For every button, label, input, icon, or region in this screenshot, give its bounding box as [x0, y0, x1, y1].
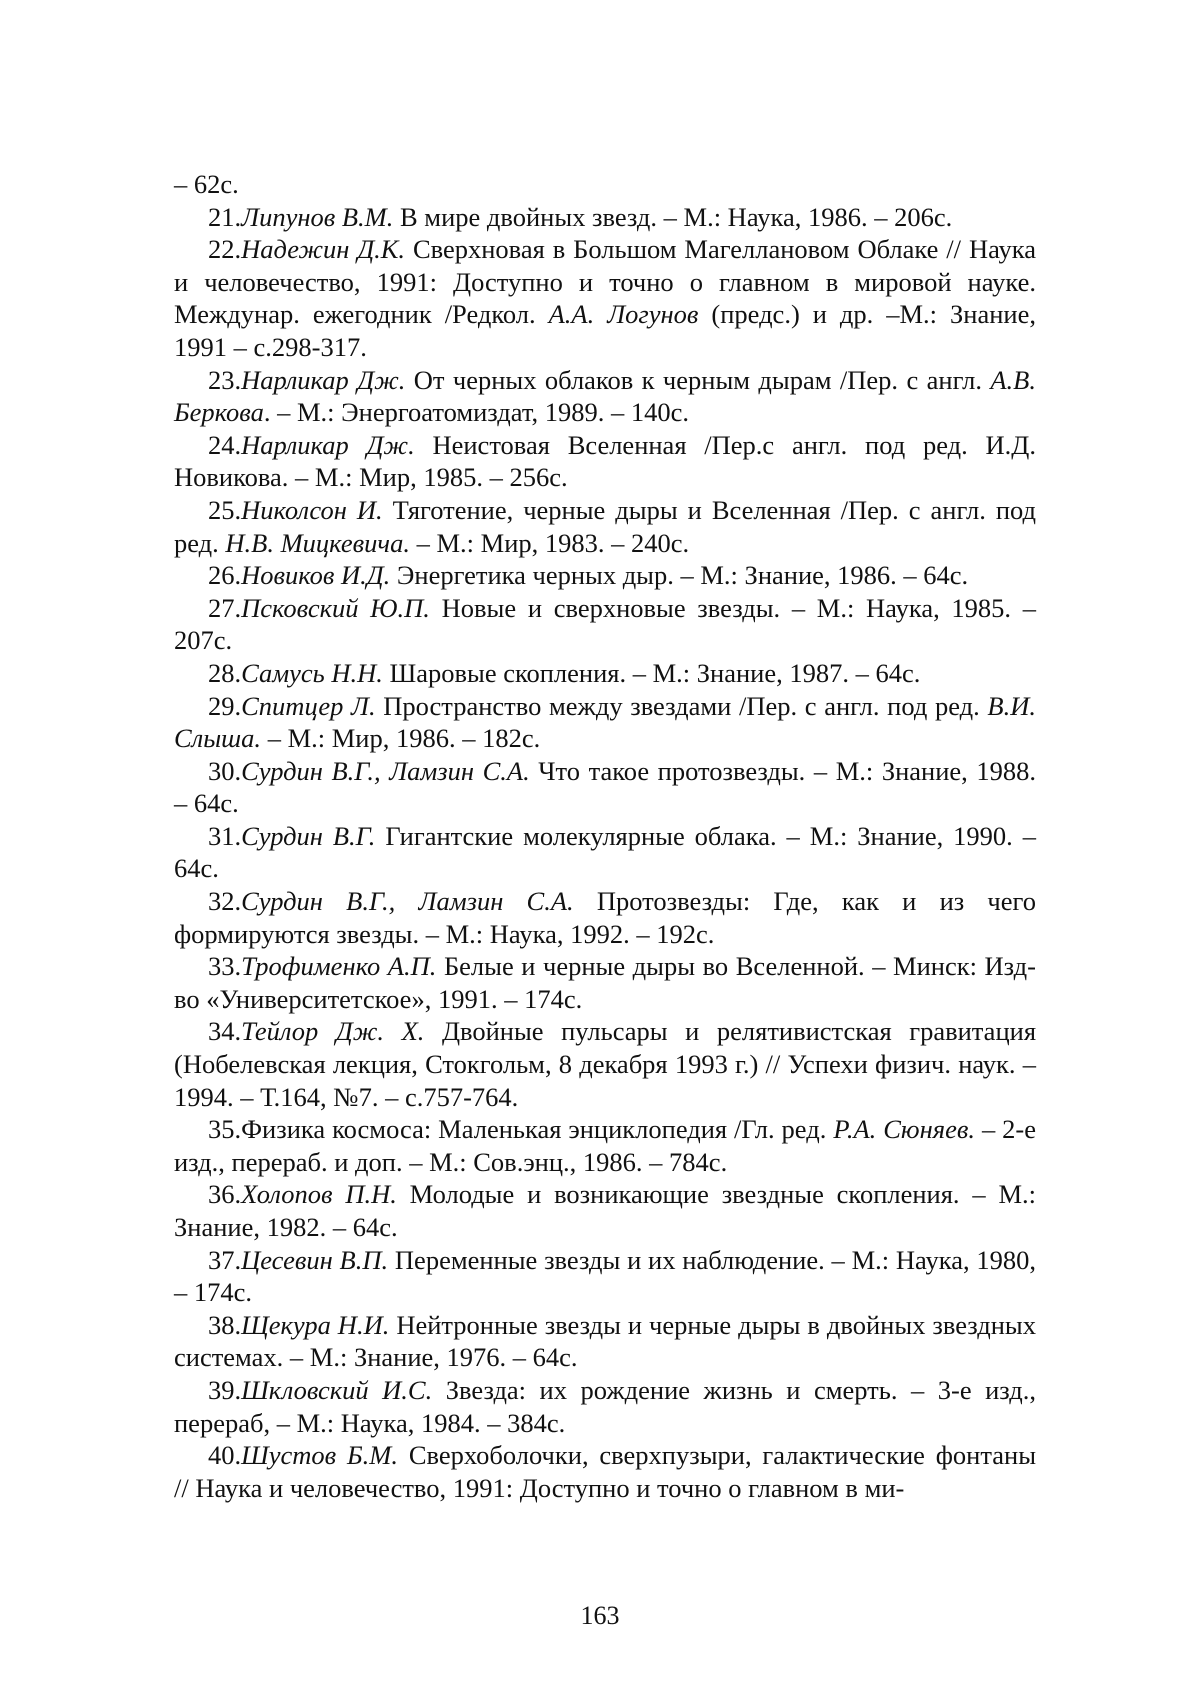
entry-number: 21.	[208, 201, 242, 232]
bibliography-entry	[174, 233, 1036, 363]
entry-text: Двойные пульсары и релятивистская гравитация (Нобелевская лекция, Стокгольм, 8 декабря 1993 г.) // Успехи физич. наук. – 1994. – Т.164, №7. – с.757-764.	[174, 1016, 1037, 1112]
entry-text: Тяготение, черные дыры и Вселенная /Пер. с англ. под ред.	[174, 494, 1036, 558]
entry-text: Протозвезды: Где, как и из чего формируются звезды. – М.: Наука, 1992. – 192с.	[174, 886, 1036, 949]
entry-text: Неистовая Вселенная /Пер.с англ. под ред. И.Д. Новикова. – М.: Мир, 1985. – 256с.	[174, 429, 1036, 493]
entry-text: Переменные звезды и их наблюдение. – М.: Наука, 1980, – 174с.	[174, 1244, 1036, 1308]
bibliography-entry	[174, 820, 1036, 885]
entry-number: 31.	[208, 820, 242, 851]
bibliography-entry	[174, 885, 1036, 950]
entry-author: Сурдин В.Г.	[241, 820, 376, 851]
entry-tail: . – М.: Энергоатомиздат, 1989. – 140с.	[263, 397, 689, 428]
bibliography-list	[174, 201, 1036, 1505]
entry-author: Щекура Н.И.	[241, 1309, 390, 1340]
entry-number: 32.	[208, 886, 242, 917]
bibliography-entry	[174, 592, 1036, 657]
bibliography-entry	[174, 690, 1036, 755]
entry-number: 27.	[208, 592, 242, 623]
entry-number: 39.	[208, 1374, 242, 1405]
entry-tail: (предс.) и др. –М.: Знание, 1991 – с.298-317.	[174, 299, 1036, 362]
entry-author: Псковский Ю.П.	[241, 592, 430, 623]
entry-text: Нейтронные звезды и черные дыры в двойных звездных системах. – М.: Знание, 1976. – 64с.	[174, 1309, 1036, 1373]
bibliography-entry	[174, 1309, 1036, 1374]
entry-number: 22.	[208, 234, 242, 265]
entry-text: Что такое протозвезды. – М.: Знание, 1988. – 64с.	[174, 755, 1036, 819]
entry-text: От черных облаков к черным дырам /Пер. с англ.	[405, 364, 991, 395]
bibliography-entry	[174, 950, 1036, 1015]
entry-number: 37.	[208, 1244, 242, 1275]
entry-author: Николсон И.	[241, 494, 383, 525]
entry-editor: А.В. Беркова	[174, 364, 1036, 428]
entry-author: Надежин Д.К.	[241, 234, 406, 265]
entry-text: Энергетика черных дыр. – М.: Знание, 1986. – 64с.	[390, 560, 969, 591]
entry-editor: В.И. Слыша.	[174, 690, 1036, 754]
bibliography-entry	[174, 559, 1036, 592]
entry-text: Шаровые скопления. – М.: Знание, 1987. – 64с.	[382, 657, 921, 688]
bibliography-entry	[174, 755, 1036, 820]
entry-author: Трофименко А.П.	[241, 951, 437, 982]
entry-number: 33.	[208, 951, 242, 982]
bibliography-entry	[174, 1374, 1036, 1439]
entry-tail: – 2-е изд., перераб. и доп. – М.: Сов.энц., 1986. – 784с.	[174, 1114, 1037, 1177]
entry-text: Белые и черные дыры во Вселенной. – Минск: Изд-во «Университетское», 1991. – 174с.	[174, 951, 1036, 1014]
bibliography-entry	[174, 1015, 1036, 1113]
entry-number: 25.	[208, 494, 242, 525]
bibliography-entry	[174, 494, 1036, 559]
entry-text: Молодые и возникающие звездные скопления. – М.: Знание, 1982. – 64с.	[174, 1179, 1036, 1242]
entry-tail: – М.: Мир, 1983. – 240с.	[409, 527, 690, 558]
bibliography-entry	[174, 429, 1036, 494]
entry-author: Шкловский И.С.	[241, 1374, 433, 1405]
entry-text: Гигантские молекулярные облака. – М.: Знание, 1990. – 64с.	[174, 820, 1036, 884]
entry-text: Сверхоболочки, сверхпузыри, галактические фонтаны // Наука и человечество, 1991: Доступно и точно о главном в ми-	[174, 1440, 1036, 1503]
bibliography-entry	[174, 657, 1036, 690]
entry-author: Холопов П.Н.	[241, 1179, 397, 1210]
entry-number: 24.	[208, 429, 242, 460]
entry-number: 29.	[208, 690, 242, 721]
entry-text: Звезда: их рождение жизнь и смерть. – 3-е изд., перераб, – М.: Наука, 1984. – 384с.	[174, 1374, 1036, 1438]
entry-author: Спитцер Л.	[241, 690, 376, 721]
bibliography-entry	[174, 1244, 1036, 1309]
bibliography-entry	[174, 1113, 1036, 1178]
entry-author: Самусь Н.Н.	[241, 657, 383, 688]
bibliography-entry	[174, 201, 1036, 234]
entry-author: Нарликар Дж.	[241, 429, 415, 460]
entry-text: Сверхновая в Большом Магеллановом Облаке // Наука и человечество, 1991: Доступно и точно о главном в мировой науке. Междунар. ежегодник /Редкол.	[174, 234, 1036, 330]
entry-author: Шустов Б.М.	[241, 1440, 398, 1471]
entry-text: В мире двойных звезд. – М.: Наука, 1986. – 206с.	[393, 201, 953, 232]
entry-author: Цесевин В.П.	[241, 1244, 389, 1275]
entry-text: Новые и сверхновые звезды. – М.: Наука, 1985. – 207с.	[174, 592, 1036, 656]
entry-number: 26.	[208, 560, 242, 591]
entry-author: Тейлор Дж. Х.	[241, 1016, 425, 1047]
entry-editor: Р.А. Сюняев.	[833, 1114, 975, 1145]
continuation-line: – 62с.	[174, 169, 239, 199]
entry-tail: – М.: Мир, 1986. – 182с.	[261, 723, 541, 754]
entry-text: Пространство между звездами /Пер. с англ. под ред.	[375, 690, 988, 721]
page-number: 163	[580, 1601, 620, 1630]
entry-editor: Н.В. Мицкевича.	[225, 527, 410, 558]
entry-author: Липунов В.М.	[241, 201, 394, 232]
entry-author: Сурдин В.Г., Ламзин С.А.	[241, 755, 530, 786]
entry-number: 30.	[208, 755, 242, 786]
bibliography-entry	[174, 1439, 1036, 1504]
entry-author: Нарликар Дж.	[241, 364, 406, 395]
entry-number: 34.	[208, 1016, 242, 1047]
entry-author: Новиков И.Д.	[241, 560, 391, 591]
bibliography-text	[174, 168, 1036, 1504]
entry-number: 23.	[208, 364, 242, 395]
entry-number: 36.	[208, 1179, 242, 1210]
bibliography-entry	[174, 364, 1036, 429]
entry-editor: А.А. Логунов	[548, 299, 699, 330]
entry-text: Физика космоса: Маленькая энциклопедия /Гл. ред.	[241, 1114, 834, 1145]
entry-number: 28.	[208, 657, 242, 688]
entry-number: 40.	[208, 1440, 242, 1471]
entry-number: 35.	[208, 1114, 242, 1145]
bibliography-entry	[174, 1178, 1036, 1243]
entry-number: 38.	[208, 1309, 242, 1340]
entry-author: Сурдин В.Г., Ламзин С.А.	[241, 886, 574, 917]
